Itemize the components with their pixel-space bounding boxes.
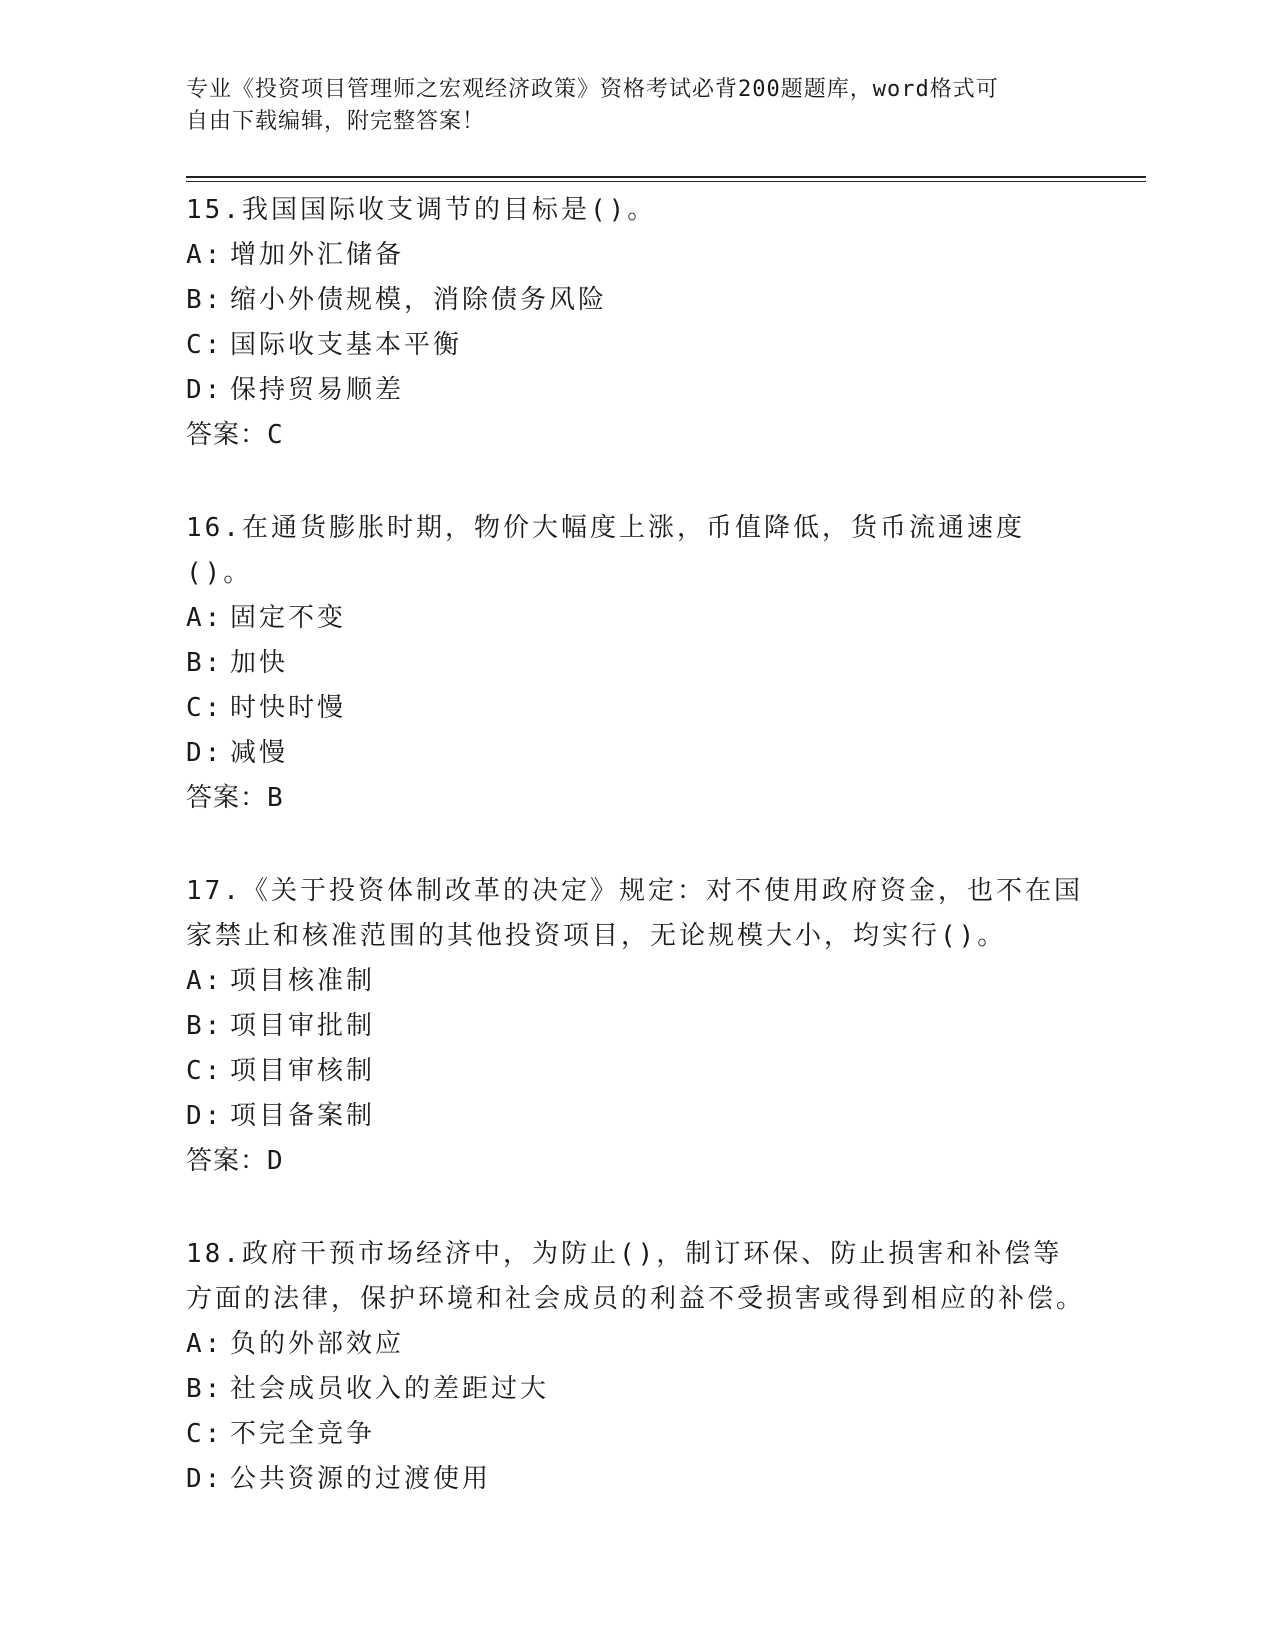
option-d <box>186 731 1086 776</box>
document-header <box>186 74 1086 138</box>
option-text: 加快 <box>230 648 289 678</box>
option-letter: A: <box>186 603 224 633</box>
option-text: 项目审核制 <box>230 1056 376 1086</box>
question-list <box>186 188 1086 1550</box>
question-18 <box>186 1232 1086 1502</box>
option-text: 公共资源的过渡使用 <box>230 1464 492 1494</box>
option-letter: C: <box>186 1419 224 1449</box>
option-letter: D: <box>186 1464 224 1494</box>
option-letter: D: <box>186 738 224 768</box>
header-divider-thin <box>186 181 1146 182</box>
option-text: 项目核准制 <box>230 966 376 996</box>
option-text: 缩小外债规模，消除债务风险 <box>230 285 608 315</box>
option-a <box>186 1322 1086 1367</box>
option-c <box>186 1049 1086 1094</box>
option-letter: D: <box>186 375 224 405</box>
question-text: 16.在通货膨胀时期，物价大幅度上涨，币值降低，货币流通速度()。 <box>186 513 1025 588</box>
option-a <box>186 959 1086 1004</box>
answer-line: 答案：D <box>186 1146 284 1176</box>
option-letter: B: <box>186 648 224 678</box>
option-d <box>186 368 1086 413</box>
question-text: 17.《关于投资体制改革的决定》规定：对不使用政府资金，也不在国家禁止和核准范围的其他投资项目，无论规模大小，均实行()。 <box>186 876 1083 951</box>
option-letter: C: <box>186 693 224 723</box>
option-a <box>186 233 1086 278</box>
option-text: 社会成员收入的差距过大 <box>230 1374 550 1404</box>
header-line-2: 自由下载编辑，附完整答案！ <box>186 109 486 134</box>
option-text: 保持贸易顺差 <box>230 375 405 405</box>
option-letter: B: <box>186 1374 224 1404</box>
question-text: 18.政府干预市场经济中，为防止()，制订环保、防止损害和补偿等方面的法律，保护环境和社会成员的利益不受损害或得到相应的补偿。 <box>186 1239 1086 1314</box>
answer-line: 答案：B <box>186 783 284 813</box>
question-15 <box>186 188 1086 458</box>
option-c <box>186 1412 1086 1457</box>
question-17 <box>186 869 1086 1184</box>
option-letter: B: <box>186 285 224 315</box>
option-a <box>186 596 1086 641</box>
option-letter: C: <box>186 330 224 360</box>
question-text: 15.我国国际收支调节的目标是()。 <box>186 195 657 225</box>
option-letter: C: <box>186 1056 224 1086</box>
option-text: 时快时慢 <box>230 693 347 723</box>
header-divider-thick <box>186 176 1146 178</box>
option-letter: D: <box>186 1101 224 1131</box>
option-b <box>186 1004 1086 1049</box>
option-letter: A: <box>186 1329 224 1359</box>
question-16 <box>186 506 1086 821</box>
option-text: 不完全竞争 <box>230 1419 376 1449</box>
option-c <box>186 686 1086 731</box>
answer-line: 答案：C <box>186 420 284 450</box>
header-line-1: 专业《投资项目管理师之宏观经济政策》资格考试必背200题题库，word格式可 <box>186 77 999 102</box>
option-d <box>186 1457 1086 1502</box>
option-text: 项目审批制 <box>230 1011 376 1041</box>
option-text: 负的外部效应 <box>230 1329 405 1359</box>
option-b <box>186 278 1086 323</box>
option-letter: A: <box>186 240 224 270</box>
option-letter: A: <box>186 966 224 996</box>
option-d <box>186 1094 1086 1139</box>
option-text: 固定不变 <box>230 603 347 633</box>
option-letter: B: <box>186 1011 224 1041</box>
option-text: 减慢 <box>230 738 289 768</box>
option-text: 项目备案制 <box>230 1101 376 1131</box>
option-text: 增加外汇储备 <box>230 240 405 270</box>
option-b <box>186 641 1086 686</box>
option-b <box>186 1367 1086 1412</box>
option-c <box>186 323 1086 368</box>
option-text: 国际收支基本平衡 <box>230 330 463 360</box>
